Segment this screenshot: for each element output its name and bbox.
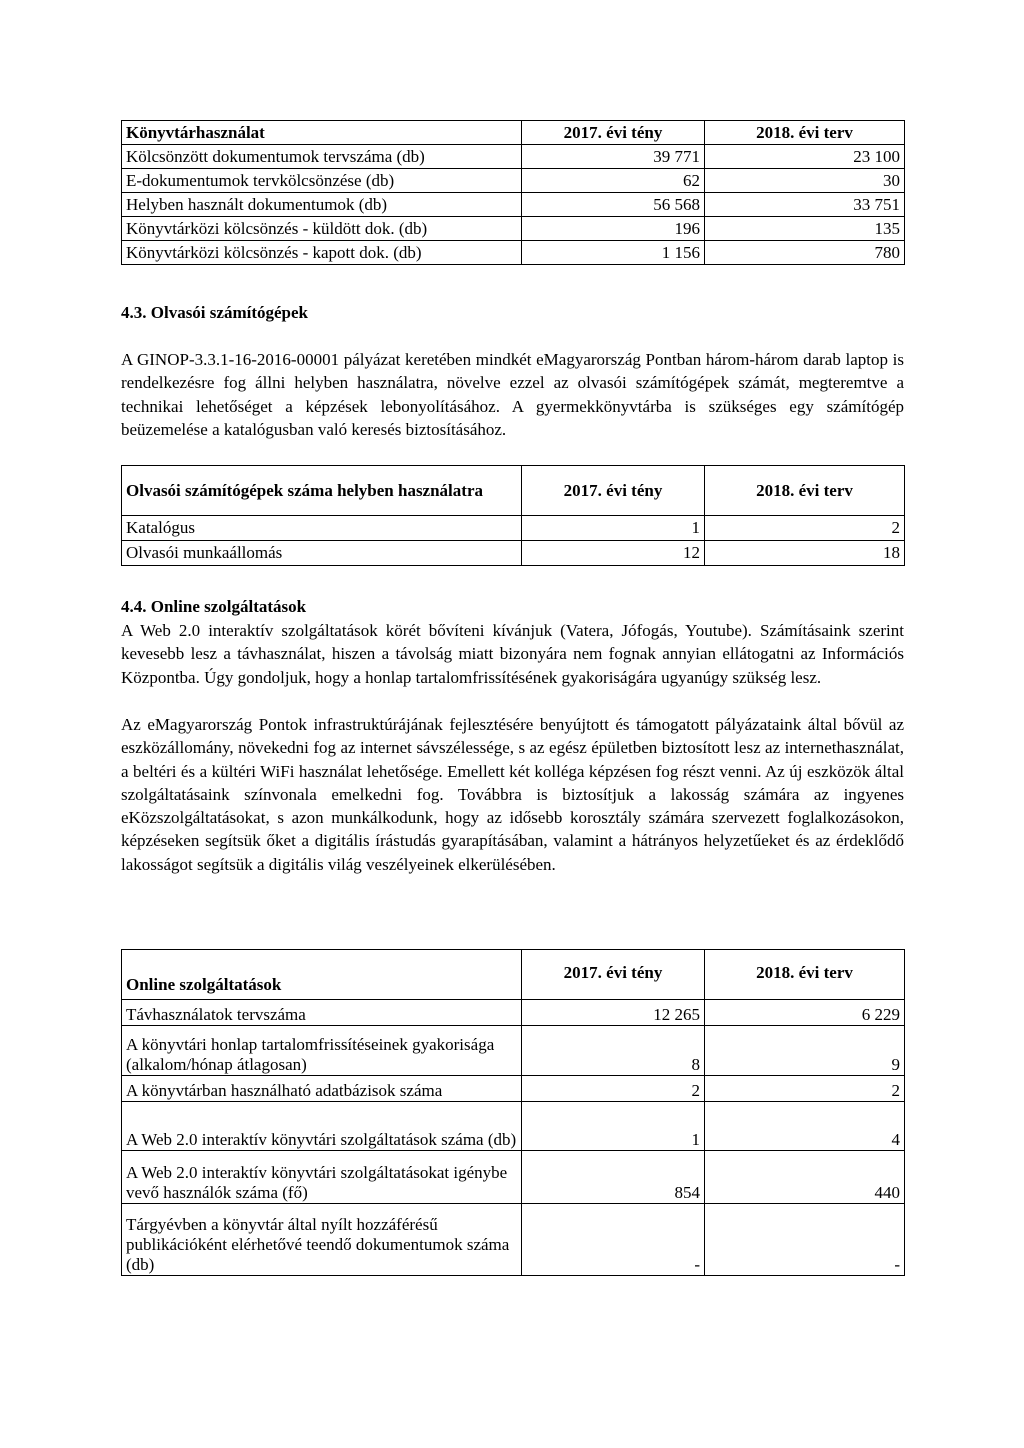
value-2017: 8 — [522, 1026, 705, 1076]
value-2017: 12 265 — [522, 1000, 705, 1026]
table-row — [122, 1026, 905, 1076]
section-4-3-paragraph: A GINOP-3.3.1-16-2016-00001 pályázat keretében mindkét eMagyarország Pontban három-három darab laptop is rendelkezésre fog állni helyben használatra, növelve ezzel az olvasói számítógépek számát, megteremtve a technikai lehetőséget a képzések lebonyolításához. A gyermekkönyvtárba is szükséges egy számítógép beüzemelése a katalógusban való keresés biztosításához. — [121, 350, 904, 439]
value-2017: 1 — [522, 516, 705, 541]
section-4-4-paragraph-1: A Web 2.0 interaktív szolgáltatások körét bővíteni kívánjuk (Vatera, Jófogás, Youtube). Számításaink szerint kevesebb lesz a távhasználat, hiszen a távolság miatt bizonyára nem fognak annyian ellátogatni az Információs Központba. Úgy gondoljuk, hogy a honlap tartalomfrissítésének gyakoriságára ugyanúgy szükség lesz. — [121, 621, 904, 687]
value-2017: 56 568 — [522, 193, 705, 217]
value-2018: 4 — [705, 1102, 905, 1151]
table-row — [122, 1151, 905, 1204]
value-2018: 23 100 — [705, 145, 905, 169]
value-2018: 780 — [705, 241, 905, 265]
table-header-cell: 2018. évi terv — [705, 466, 905, 516]
value-2018: 2 — [705, 1076, 905, 1102]
row-label: Könyvtárközi kölcsönzés - kapott dok. (db) — [122, 241, 522, 265]
value-2018: 135 — [705, 217, 905, 241]
table-row — [122, 1076, 905, 1102]
value-2018: 33 751 — [705, 193, 905, 217]
value-2017: 12 — [522, 541, 705, 566]
row-label: Könyvtárközi kölcsönzés - küldött dok. (db) — [122, 217, 522, 241]
table-header-row — [122, 466, 905, 516]
table-row — [122, 516, 905, 541]
row-label: Távhasználatok tervszáma — [122, 1000, 522, 1026]
table-row — [122, 217, 905, 241]
value-2017: 1 — [522, 1102, 705, 1151]
section-heading-4-3: 4.3. Olvasói számítógépek — [121, 303, 308, 322]
value-2018: 2 — [705, 516, 905, 541]
table-header-cell: 2017. évi tény — [522, 121, 705, 145]
table-row — [122, 1000, 905, 1026]
table-row — [122, 1204, 905, 1276]
value-2018: 18 — [705, 541, 905, 566]
table-header-cell: 2017. évi tény — [522, 950, 705, 1000]
online-services-table — [121, 949, 905, 1276]
table-row — [122, 145, 905, 169]
table-header-row — [122, 950, 905, 1000]
value-2018: 30 — [705, 169, 905, 193]
table-header-cell: Olvasói számítógépek száma helyben használatra — [122, 466, 522, 516]
library-usage-table — [121, 120, 905, 265]
reader-computers-table — [121, 465, 905, 566]
value-2017: 39 771 — [522, 145, 705, 169]
table-row — [122, 541, 905, 566]
value-2017: 854 — [522, 1151, 705, 1204]
table-header-cell: 2017. évi tény — [522, 466, 705, 516]
table-row — [122, 169, 905, 193]
row-label: A Web 2.0 interaktív könyvtári szolgáltatások száma (db) — [122, 1102, 522, 1151]
row-label: E-dokumentumok tervkölcsönzése (db) — [122, 169, 522, 193]
table-header-cell: 2018. évi terv — [705, 950, 905, 1000]
section-4-4-paragraph-2: Az eMagyarország Pontok infrastruktúrájának fejlesztésére benyújtott és támogatott pályázataink által bővül az eszközállomány, növekedni fog az internet sávszélessége, s az egész épületben biztosított lesz az internethasználat, a beltéri és a kültéri WiFi használat lehetősége. Emellett két kolléga képzésen fog részt venni. Az új eszközök által szolgáltatásaink színvonala emelkedni fog. Továbbra is biztosítjuk a lakosság számára az ingyenes eKözszolgáltatásokat, s azon munkálkodunk, hogy az idősebb korosztály számára szervezett foglalkozásokon, képzéseken segítsük őket a digitális írástudás gyarapításában, valamint a hátrányos helyzetűeket és az érdeklődő lakosságot segítsük a digitális világ veszélyeinek elkerülésében. — [121, 715, 904, 874]
value-2018: - — [705, 1204, 905, 1276]
value-2017: 196 — [522, 217, 705, 241]
value-2017: 2 — [522, 1076, 705, 1102]
table-row — [122, 193, 905, 217]
row-label: A könyvtári honlap tartalomfrissítéseinek gyakorisága (alkalom/hónap átlagosan) — [122, 1026, 522, 1076]
table-header-row — [122, 121, 905, 145]
value-2018: 9 — [705, 1026, 905, 1076]
row-label: Helyben használt dokumentumok (db) — [122, 193, 522, 217]
table-row — [122, 241, 905, 265]
value-2017: 62 — [522, 169, 705, 193]
row-label: A Web 2.0 interaktív könyvtári szolgáltatásokat igénybe vevő használók száma (fő) — [122, 1151, 522, 1204]
row-label: A könyvtárban használható adatbázisok száma — [122, 1076, 522, 1102]
table-header-cell: 2018. évi terv — [705, 121, 905, 145]
table-header-cell: Könyvtárhasználat — [122, 121, 522, 145]
value-2017: 1 156 — [522, 241, 705, 265]
value-2018: 440 — [705, 1151, 905, 1204]
table-row — [122, 1102, 905, 1151]
table-header-cell: Online szolgáltatások — [122, 950, 522, 1000]
row-label: Tárgyévben a könyvtár által nyílt hozzáférésű publikációként elérhetővé teendő dokumentumok száma (db) — [122, 1204, 522, 1276]
row-label: Kölcsönzött dokumentumok tervszáma (db) — [122, 145, 522, 169]
section-heading-4-4: 4.4. Online szolgáltatások — [121, 597, 307, 616]
row-label: Olvasói munkaállomás — [122, 541, 522, 566]
value-2018: 6 229 — [705, 1000, 905, 1026]
value-2017: - — [522, 1204, 705, 1276]
row-label: Katalógus — [122, 516, 522, 541]
